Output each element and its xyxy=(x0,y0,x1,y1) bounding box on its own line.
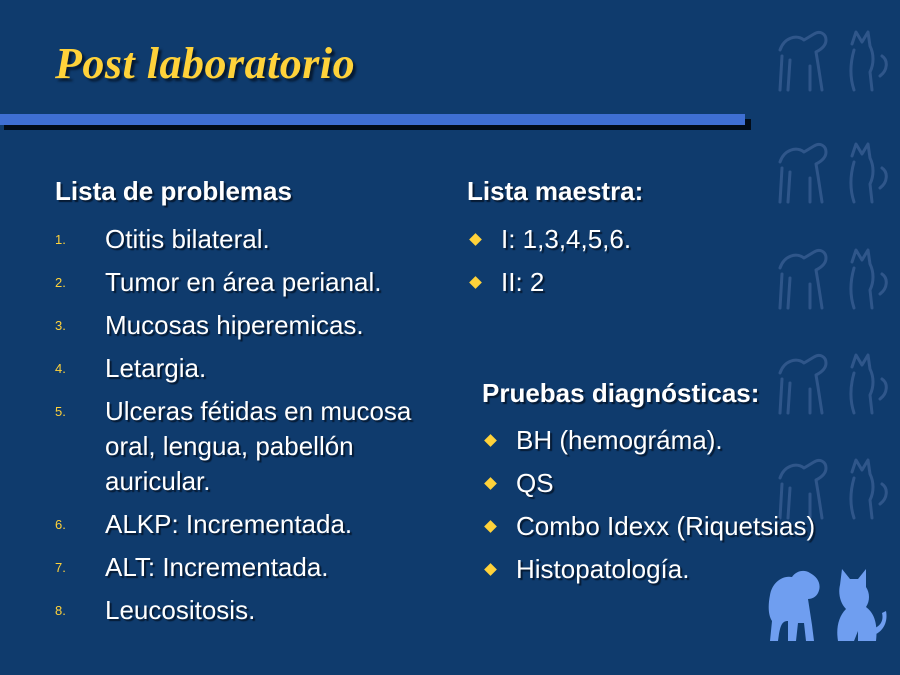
list-item xyxy=(482,423,815,458)
item-number: 6. xyxy=(55,517,66,532)
slide-title: Post laboratorio xyxy=(55,39,356,88)
list-item xyxy=(55,550,445,585)
item-text: Leucositosis. xyxy=(105,595,256,625)
item-text: QS xyxy=(516,468,554,498)
diamond-bullet-icon xyxy=(484,477,497,490)
list-item xyxy=(482,466,815,501)
diamond-bullet-icon xyxy=(484,434,497,447)
item-text: Otitis bilateral. xyxy=(105,224,270,254)
tests-list xyxy=(482,423,815,595)
item-text: Histopatología. xyxy=(516,554,690,584)
list-item xyxy=(55,308,445,343)
tests-heading: Pruebas diagnósticas: xyxy=(482,378,760,408)
item-number: 7. xyxy=(55,560,66,575)
item-text: Letargia. xyxy=(105,353,207,383)
item-text: ALKP: Incrementada. xyxy=(105,509,353,539)
item-text: Tumor en área perianal. xyxy=(105,267,382,297)
list-item xyxy=(55,394,445,499)
item-text: I: 1,3,4,5,6. xyxy=(501,224,632,254)
diamond-bullet-icon xyxy=(469,233,482,246)
diamond-bullet-icon xyxy=(469,276,482,289)
diamond-bullet-icon xyxy=(484,520,497,533)
item-number: 2. xyxy=(55,275,66,290)
diamond-bullet-icon xyxy=(484,563,497,576)
item-number: 8. xyxy=(55,603,66,618)
list-item xyxy=(55,222,445,257)
list-item xyxy=(55,507,445,542)
list-item xyxy=(467,265,631,300)
item-text: Ulceras fétidas en mucosa oral, lengua, pabellón auricular. xyxy=(105,396,412,496)
item-text: Combo Idexx (Riquetsias) xyxy=(516,511,816,541)
master-heading: Lista maestra: xyxy=(467,176,644,206)
item-text: ALT: Incrementada. xyxy=(105,552,329,582)
list-item xyxy=(55,265,445,300)
item-number: 4. xyxy=(55,361,66,376)
item-number: 1. xyxy=(55,232,66,247)
list-item xyxy=(482,552,815,587)
item-number: 3. xyxy=(55,318,66,333)
list-item xyxy=(482,509,815,544)
list-item xyxy=(55,351,445,386)
item-text: II: 2 xyxy=(501,267,545,297)
title-rule xyxy=(0,114,745,125)
list-item xyxy=(55,593,445,628)
item-text: Mucosas hiperemicas. xyxy=(105,310,364,340)
item-text: BH (hemográma). xyxy=(516,425,723,455)
problems-list xyxy=(55,222,445,636)
item-number: 5. xyxy=(55,404,66,419)
master-list xyxy=(467,222,631,308)
problems-heading: Lista de problemas xyxy=(55,176,292,206)
list-item xyxy=(467,222,631,257)
